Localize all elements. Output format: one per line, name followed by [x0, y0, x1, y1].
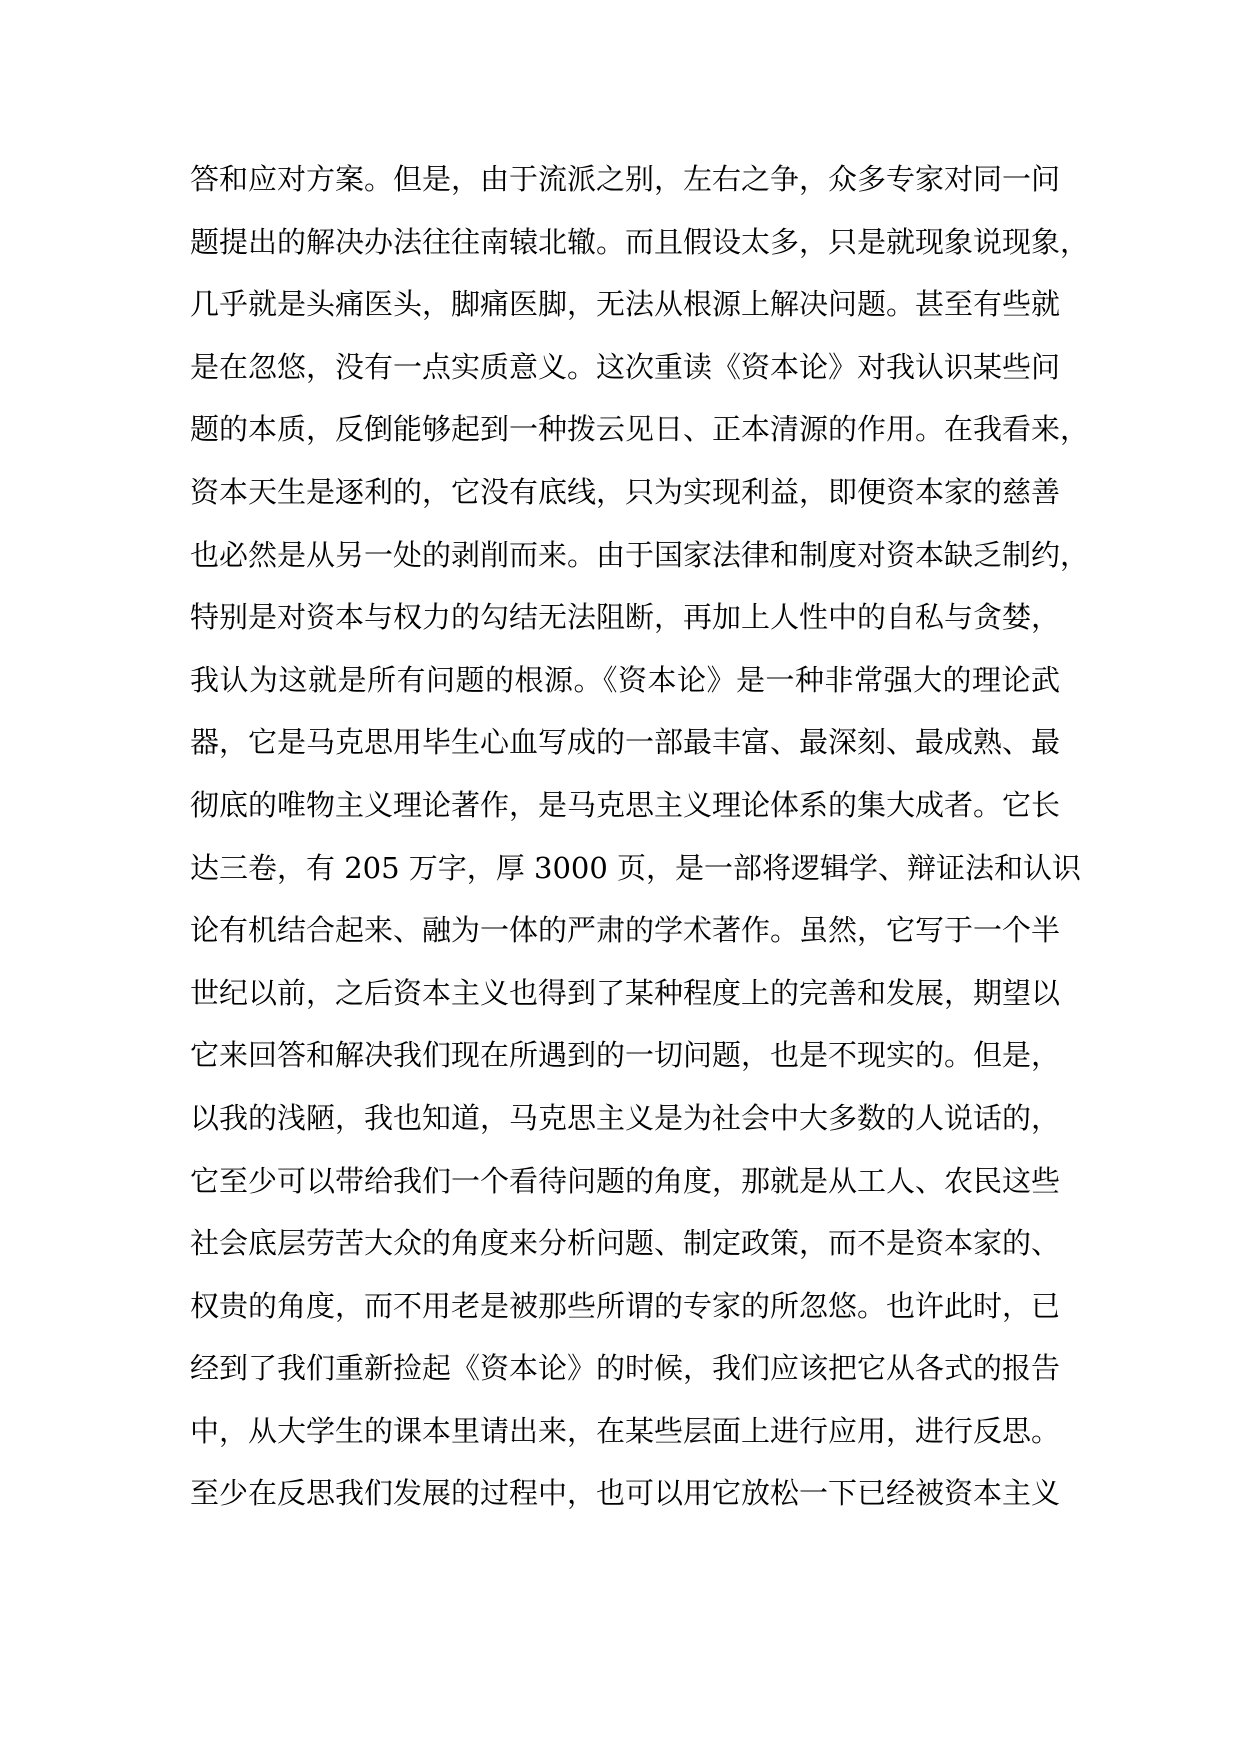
- text-line: 至少在反思我们发展的过程中，也可以用它放松一下已经被资本主义: [190, 1476, 1061, 1511]
- text-line: 特别是对资本与权力的勾结无法阻断，再加上人性中的自私与贪婪，: [190, 600, 1061, 635]
- text-line: 资本天生是逐利的，它没有底线，只为实现利益，即便资本家的慈善: [190, 474, 1061, 509]
- text-line: 答和应对方案。但是，由于流派之别，左右之争，众多专家对同一问: [190, 162, 1061, 196]
- text-line: 是在忽悠，没有一点实质意义。这次重读《资本论》对我认识某些问: [190, 349, 1061, 384]
- body-text: [190, 148, 1090, 1525]
- text-line: 我认为这就是所有问题的根源。《资本论》是一种非常强大的理论武: [190, 662, 1060, 697]
- text-line: 它来回答和解决我们现在所遇到的一切问题，也是不现实的。但是，: [190, 1038, 1061, 1073]
- text-line: 题的本质，反倒能够起到一种拨云见日、正本清源的作用。在我看来，: [190, 412, 1090, 447]
- text-line: 论有机结合起来、融为一体的严肃的学术著作。虽然，它写于一个半: [190, 913, 1061, 948]
- text-line: 题提出的解决办法往往南辕北辙。而且假设太多，只是就现象说现象，: [190, 224, 1090, 259]
- text-line: 达三卷，有 205 万字，厚 3000 页，是一部将逻辑学、辩证法和认识: [190, 850, 1082, 885]
- text-line: 权贵的角度，而不用老是被那些所谓的专家的所忽悠。也许此时，已: [190, 1288, 1061, 1323]
- text-line: 它至少可以带给我们一个看待问题的角度，那就是从工人、农民这些: [190, 1163, 1061, 1198]
- text-line: 经到了我们重新捡起《资本论》的时候，我们应该把它从各式的报告: [190, 1351, 1061, 1386]
- text-line: 彻底的唯物主义理论著作，是马克思主义理论体系的集大成者。它长: [190, 787, 1061, 822]
- text-line: 也必然是从另一处的剥削而来。由于国家法律和制度对资本缺乏制约，: [190, 537, 1090, 572]
- text-line: 器，它是马克思用毕生心血写成的一部最丰富、最深刻、最成熟、最: [190, 725, 1061, 760]
- text-line: 几乎就是头痛医头，脚痛医脚，无法从根源上解决问题。甚至有些就: [190, 287, 1061, 322]
- text-line: 社会底层劳苦大众的角度来分析问题、制定政策，而不是资本家的、: [190, 1226, 1061, 1261]
- text-line: 中，从大学生的课本里请出来，在某些层面上进行应用，进行反思。: [190, 1413, 1061, 1448]
- text-line: 以我的浅陋，我也知道，马克思主义是为社会中大多数的人说话的，: [190, 1100, 1061, 1135]
- text-line: 世纪以前，之后资本主义也得到了某种程度上的完善和发展，期望以: [190, 975, 1061, 1010]
